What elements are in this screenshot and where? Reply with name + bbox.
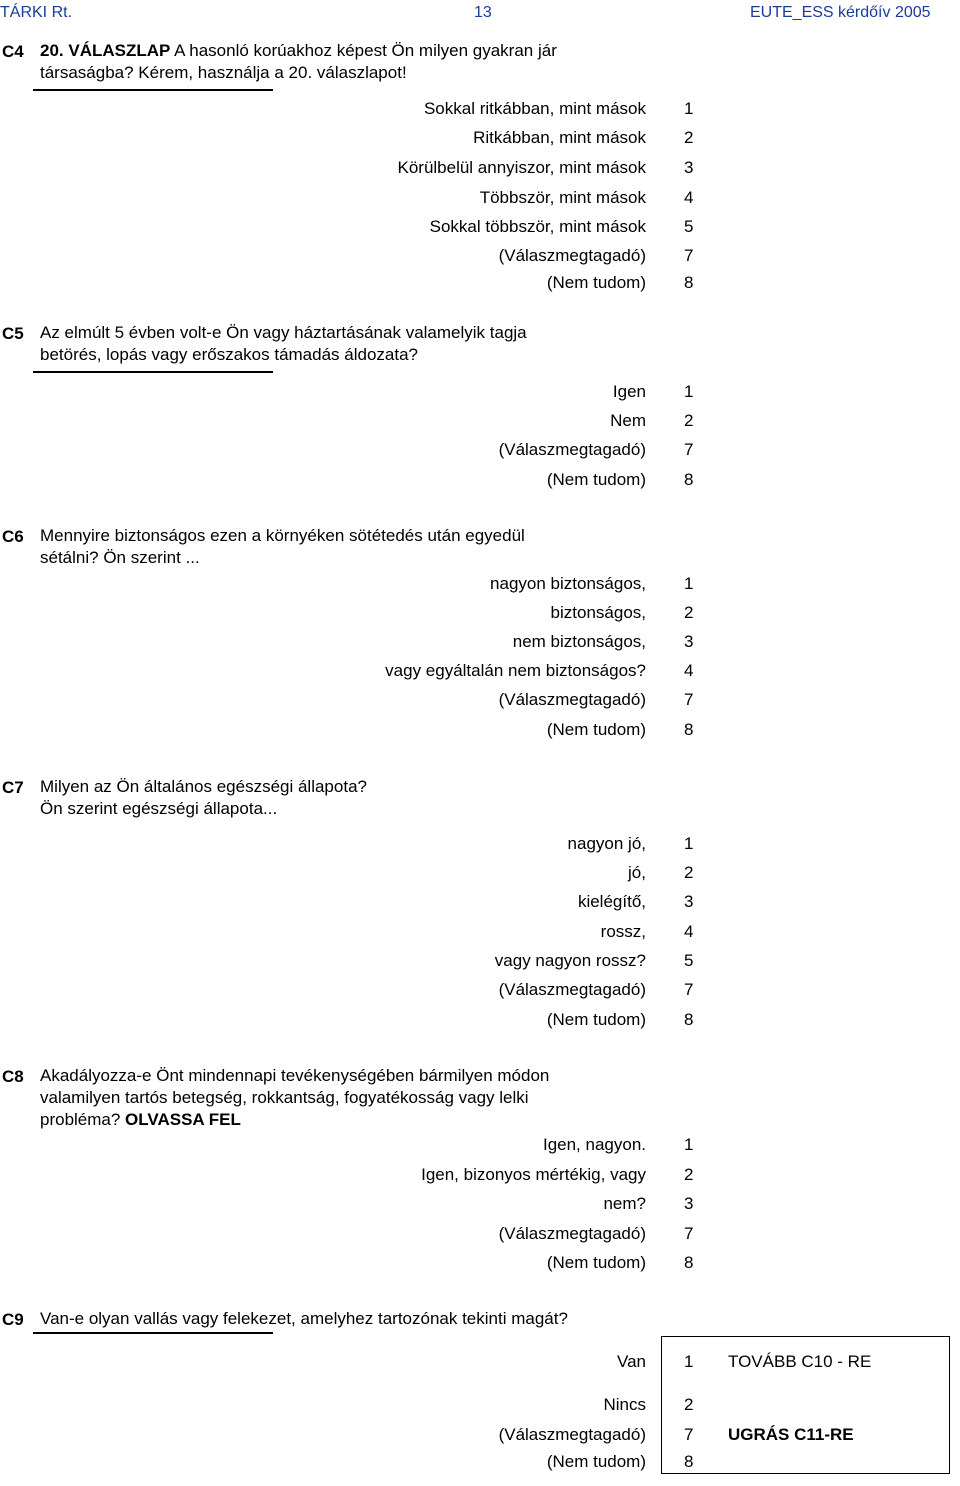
answer-code: 2 bbox=[684, 1395, 694, 1414]
answer-code: 5 bbox=[684, 217, 694, 236]
answer-code: 8 bbox=[684, 470, 694, 489]
answer-code: 3 bbox=[684, 1194, 694, 1213]
answer-label: biztonságos, bbox=[550, 603, 646, 622]
header-left: TÁRKI Rt. bbox=[0, 4, 73, 21]
answer-code: 7 bbox=[684, 1425, 694, 1444]
answer-code: 3 bbox=[684, 892, 694, 911]
answer-code: 5 bbox=[684, 951, 694, 970]
answer-label: (Nem tudom) bbox=[546, 273, 646, 292]
answer-code: 4 bbox=[684, 661, 694, 680]
answer-code: 1 bbox=[684, 99, 694, 118]
answer-label: (Nem tudom) bbox=[546, 720, 646, 739]
answer-label: Ritkábban, mint mások bbox=[473, 128, 646, 147]
answer-code: 8 bbox=[684, 720, 694, 739]
showcard-label: 20. VÁLASZLAP bbox=[40, 41, 171, 60]
question-underline bbox=[33, 371, 273, 373]
answer-code: 7 bbox=[684, 246, 694, 265]
answer-code: 8 bbox=[684, 273, 694, 292]
answer-label: Van bbox=[617, 1352, 646, 1371]
answer-code: 8 bbox=[684, 1452, 694, 1471]
answer-label: nagyon jó, bbox=[567, 834, 646, 853]
question-code: C7 bbox=[2, 778, 24, 797]
routing-instruction: TOVÁBB C10 - RE bbox=[728, 1352, 872, 1371]
answer-label: Körülbelül annyiszor, mint mások bbox=[397, 158, 646, 177]
answer-code: 1 bbox=[684, 834, 694, 853]
answer-code: 2 bbox=[684, 128, 694, 147]
answer-label: Igen, bizonyos mértékig, vagy bbox=[421, 1165, 646, 1184]
answer-code: 2 bbox=[684, 863, 694, 882]
answer-label: (Válaszmegtagadó) bbox=[498, 1425, 646, 1444]
question-code: C5 bbox=[2, 324, 24, 343]
answer-label: nagyon biztonságos, bbox=[490, 574, 646, 593]
answer-label: vagy egyáltalán nem biztonságos? bbox=[385, 661, 646, 680]
answer-label: jó, bbox=[628, 863, 646, 882]
page-number: 13 bbox=[474, 4, 492, 21]
answer-label: Sokkal többször, mint mások bbox=[429, 217, 646, 236]
answer-label: (Válaszmegtagadó) bbox=[498, 246, 646, 265]
answer-code: 8 bbox=[684, 1253, 694, 1272]
answer-code: 1 bbox=[684, 1352, 694, 1371]
question-text: betörés, lopás vagy erőszakos támadás áldozata? bbox=[40, 345, 419, 364]
question-text-part: A hasonló korúakhoz képest Ön milyen gyakran jár bbox=[170, 41, 557, 60]
answer-code: 2 bbox=[684, 603, 694, 622]
question-code: C6 bbox=[2, 527, 24, 546]
answer-label: nem? bbox=[603, 1194, 646, 1213]
answer-label: Nincs bbox=[603, 1395, 646, 1414]
answer-code: 1 bbox=[684, 574, 694, 593]
interviewer-instruction: OLVASSA FEL bbox=[120, 1110, 241, 1129]
answer-label: Igen, nagyon. bbox=[542, 1135, 646, 1154]
answer-label: Többször, mint mások bbox=[479, 188, 646, 207]
question-text: társaságba? Kérem, használja a 20. válaszlapot! bbox=[40, 63, 407, 82]
question-text-part: probléma? bbox=[40, 1110, 121, 1129]
question-text: Milyen az Ön általános egészségi állapota? bbox=[40, 777, 367, 796]
answer-label: rossz, bbox=[600, 922, 646, 941]
answer-code: 4 bbox=[684, 188, 694, 207]
header-right: EUTE_ESS kérdőív 2005 bbox=[750, 4, 931, 21]
question-code: C8 bbox=[2, 1067, 24, 1086]
question-text bbox=[40, 1109, 241, 1131]
answer-label: vagy nagyon rossz? bbox=[494, 951, 646, 970]
answer-code: 3 bbox=[684, 632, 694, 651]
answer-label: (Nem tudom) bbox=[546, 470, 646, 489]
answer-code: 2 bbox=[684, 411, 694, 430]
question-text: Ön szerint egészségi állapota... bbox=[40, 799, 278, 818]
question-code: C9 bbox=[2, 1310, 24, 1329]
question-underline bbox=[33, 89, 273, 91]
routing-instruction: UGRÁS C11-RE bbox=[728, 1425, 854, 1444]
answer-label: kielégítő, bbox=[577, 892, 646, 911]
answer-code: 7 bbox=[684, 690, 694, 709]
question-text: Az elmúlt 5 évben volt-e Ön vagy háztartásának valamelyik tagja bbox=[40, 323, 527, 342]
question-text: valamilyen tartós betegség, rokkantság, fogyatékosság vagy lelki bbox=[40, 1088, 529, 1107]
question-text: sétálni? Ön szerint ... bbox=[40, 548, 200, 567]
answer-label: (Válaszmegtagadó) bbox=[498, 440, 646, 459]
question-text: Mennyire biztonságos ezen a környéken sötétedés után egyedül bbox=[40, 526, 525, 545]
answer-code: 2 bbox=[684, 1165, 694, 1184]
answer-label: (Nem tudom) bbox=[546, 1452, 646, 1471]
answer-label: (Nem tudom) bbox=[546, 1253, 646, 1272]
answer-label: (Válaszmegtagadó) bbox=[498, 980, 646, 999]
answer-label: Nem bbox=[610, 411, 646, 430]
question-code: C4 bbox=[2, 42, 24, 61]
answer-label: Igen bbox=[612, 382, 646, 401]
answer-label: (Válaszmegtagadó) bbox=[498, 1224, 646, 1243]
answer-code: 4 bbox=[684, 922, 694, 941]
answer-code: 8 bbox=[684, 1010, 694, 1029]
question-text: Akadályozza-e Önt mindennapi tevékenységében bármilyen módon bbox=[40, 1066, 550, 1085]
answer-code: 1 bbox=[684, 1135, 694, 1154]
answer-label: (Nem tudom) bbox=[546, 1010, 646, 1029]
answer-code: 7 bbox=[684, 440, 694, 459]
answer-label: Sokkal ritkábban, mint mások bbox=[423, 99, 646, 118]
question-text: Van-e olyan vallás vagy felekezet, amelyhez tartozónak tekinti magát? bbox=[40, 1309, 568, 1328]
answer-code: 7 bbox=[684, 980, 694, 999]
answer-code: 1 bbox=[684, 382, 694, 401]
answer-label: nem biztonságos, bbox=[512, 632, 646, 651]
answer-code: 7 bbox=[684, 1224, 694, 1243]
question-text bbox=[40, 40, 557, 62]
question-underline bbox=[33, 1332, 273, 1334]
answer-label: (Válaszmegtagadó) bbox=[498, 690, 646, 709]
answer-code: 3 bbox=[684, 158, 694, 177]
